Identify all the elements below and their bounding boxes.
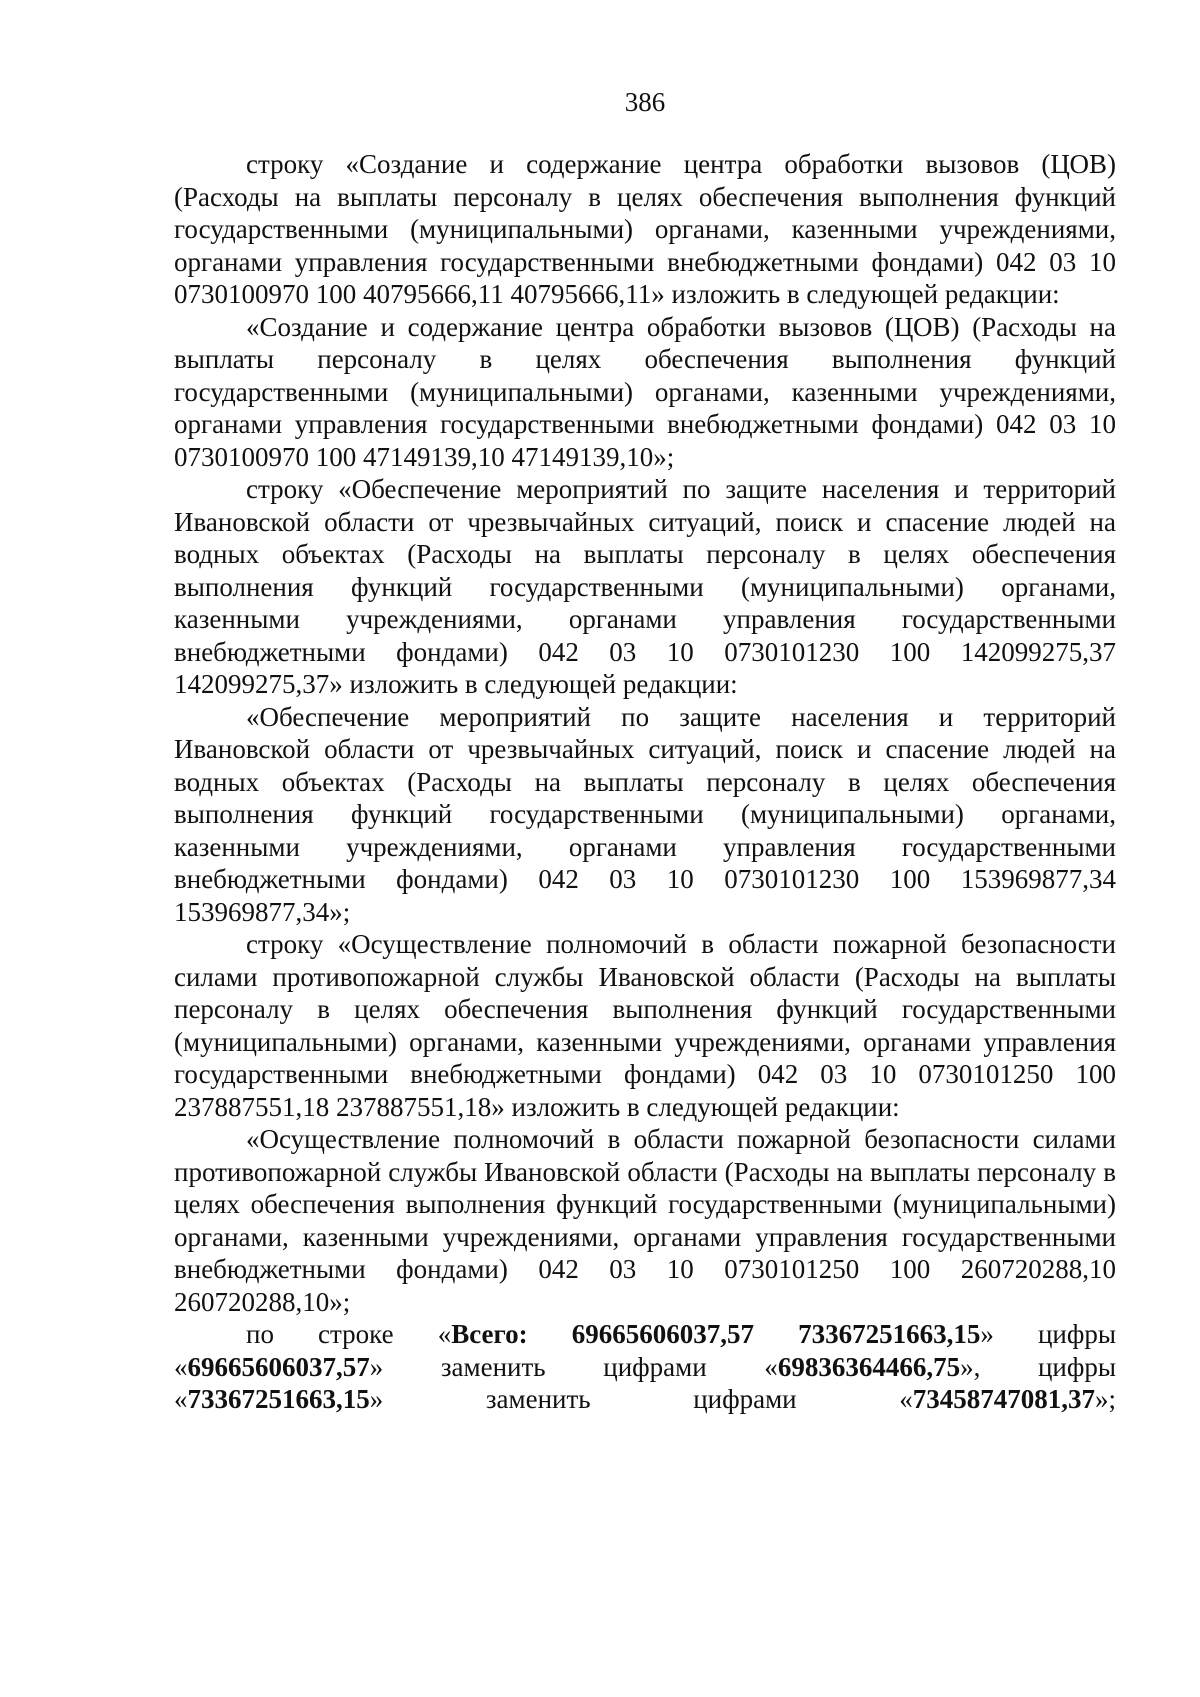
paragraph-amend-emergency-new: «Обеспечение мероприятий по защите населения и территорий Ивановской области от чрезвычайных ситуаций, поиск и спасение людей на водных объектах (Расходы на выплаты персоналу в целях обеспечения выполнения функций государственными (муниципальными) органами, казенными учреждениями, органами управления государственными внебюджетными фондами) 042 03 10 0730101230 100 153969877,34 153969877,34»;: [174, 701, 1116, 927]
total-new-value-2: 73458747081,37: [912, 1384, 1095, 1414]
total-text-4: », цифры «: [174, 1351, 1116, 1414]
total-new-value-1: 69836364466,75: [777, 1351, 961, 1382]
paragraph-amend-cov-old: строку «Создание и содержание центра обработки вызовов (ЦОВ) (Расходы на выплаты персоналу в целях обеспечения выполнения функций государственными (муниципальными) органами, казенными учреждениями, органами управления государственными внебюджетными фондами) 042 03 10 0730100970 100 40795666,11 40795666,11» изложить в следующей редакции:: [174, 149, 1116, 309]
total-text-6: »;: [1094, 1384, 1116, 1414]
total-old-value-1: 69665606037,57: [187, 1351, 370, 1382]
total-old-value-2: 73367251663,15: [187, 1384, 370, 1414]
paragraph-amend-fire-old: строку «Осуществление полномочий в области пожарной безопасности силами противопожарной службы Ивановской области (Расходы на выплаты персоналу в целях обеспечения выполнения функций государственными (муниципальными) органами, казенными учреждениями, органами управления государственными внебюджетными фондами) 042 03 10 0730101250 100 237887551,18 237887551,18» изложить в следующей редакции:: [174, 929, 1116, 1122]
document-body: [174, 148, 1116, 1416]
total-text-3: » заменить цифрами «: [369, 1351, 778, 1382]
paragraph-amend-fire-new: «Осуществление полномочий в области пожарной безопасности силами противопожарной службы Ивановской области (Расходы на выплаты персоналу в целях обеспечения выполнения функций государственными (муниципальными) органами, казенными учреждениями, органами управления государственными внебюджетными фондами) 042 03 10 0730101250 100 260720288,10 260720288,10»;: [174, 1124, 1116, 1317]
total-text-1: по строке «: [246, 1319, 452, 1349]
paragraph-total-replacement: [174, 1318, 1116, 1416]
total-text-5: » заменить цифрами «: [369, 1384, 913, 1414]
paragraph-amend-cov-new: «Создание и содержание центра обработки вызовов (ЦОВ) (Расходы на выплаты персоналу в целях обеспечения выполнения функций государственными (муниципальными) органами, казенными учреждениями, органами управления государственными внебюджетными фондами) 042 03 10 0730100970 100 47149139,10 47149139,10»;: [174, 311, 1116, 472]
total-text-2: » цифры «: [174, 1319, 1116, 1382]
total-old-line: Всего: 69665606037,57 73367251663,15: [451, 1319, 981, 1349]
paragraph-amend-emergency-old: строку «Обеспечение мероприятий по защите населения и территорий Ивановской области от чрезвычайных ситуаций, поиск и спасение людей на водных объектах (Расходы на выплаты персоналу в целях обеспечения выполнения функций государственными (муниципальными) органами, казенными учреждениями, органами управления государственными внебюджетными фондами) 042 03 10 0730101230 100 142099275,37 142099275,37» изложить в следующей редакции:: [174, 474, 1116, 699]
page-number: 386: [624, 87, 666, 117]
